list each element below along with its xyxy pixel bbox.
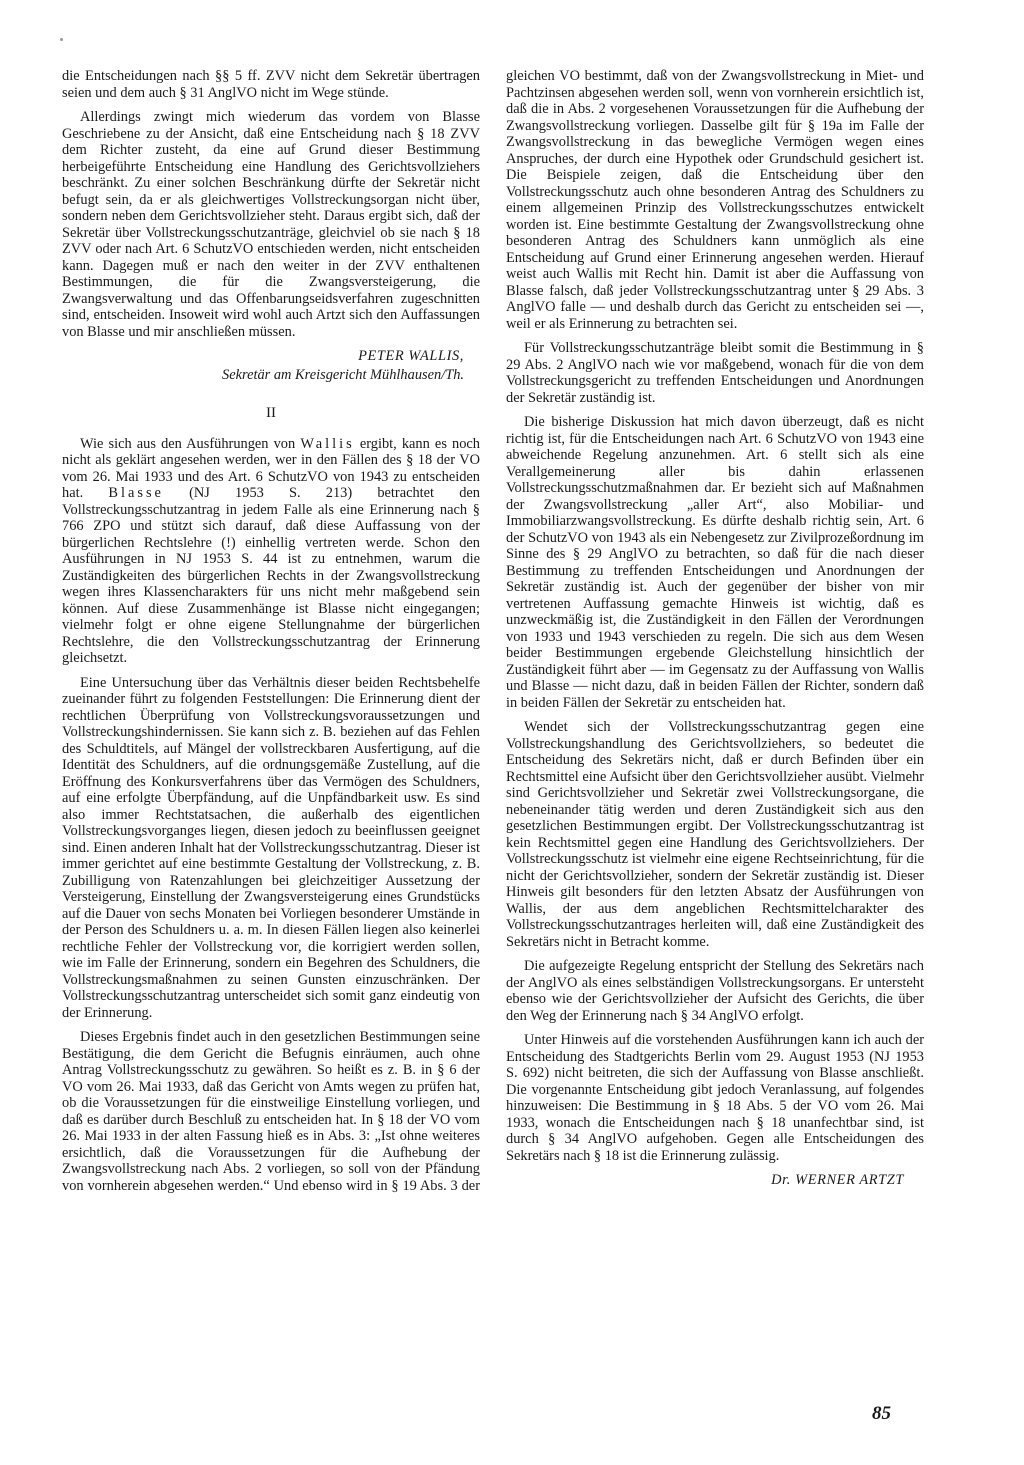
left-column — [62, 68, 480, 1202]
author-name-spaced: Wallis — [300, 435, 355, 452]
paragraph: Unter Hinweis auf die vorstehenden Ausführungen kann ich auch der Entscheidung des Stadtgerichts Berlin vom 29. August 1953 (NJ 1953 S. 692) nicht beitreten, die sich der Auffassung von Blasse anschließt. Die vorgenannte Entscheidung gibt jedoch Veranlassung, auf folgendes hinzuweisen: Die Bestimmung in § 18 Abs. 5 der VO vom 26. Mai 1933, wonach die Entscheidungen nach § 18 unanfechtbar sind, ist durch § 34 AnglVO aufgehoben. Gegen alle Entscheidungen des Sekretärs nach § 18 ist die Erinnerung zulässig. — [506, 1032, 924, 1164]
right-column — [506, 68, 924, 1189]
paragraph: Wie sich aus den Ausführungen von Wallis ergibt, kann es noch nicht als geklärt angesehen werden, wer in den Fällen des § 18 der VO vom 26. Mai 1933 und des Art. 6 SchutzVO von 1943 zu entscheiden hat. Blasse (NJ 1953 S. 213) betrachtet den Vollstreckungsschutzantrag in jedem Falle als eine Erinnerung nach § 766 ZPO und stützt sich darauf, daß diese Auffassung von der bürgerlichen Rechtslehre (!) einhellig vertreten werde. Schon den Ausführungen in NJ 1953 S. 44 ist zu entnehmen, warum die Zuständigkeiten des bürgerlichen Rechts in der Zwangsvollstreckung wegen ihres Klassencharakters für uns nicht mehr maßgebend sein können. Auf diese Zusammenhänge ist Blasse nicht eingegangen; vielmehr folgt er ohne eigene Stellungnahme der bürgerlichen Rechtslehre, die den Vollstreckungsschutzantrag der Erinnerung gleichsetzt. — [62, 435, 481, 666]
signature-title: Sekretär am Kreisgericht Mühlhausen/Th. — [222, 366, 464, 383]
author-signature: Dr. WERNER ARTZT — [771, 1172, 904, 1188]
signature-name: PETER WALLIS, — [358, 348, 464, 364]
paragraph: Eine Untersuchung über das Verhältnis dieser beiden Rechtsbehelfe zueinander führt zu folgenden Feststellungen: Die Erinnerung dient der rechtlichen Überprüfung von Vollstreckungsvoraussetzungen und Vollstreckungshindernissen. Sie kann sich z. B. beziehen auf das Fehlen des Schuldtitels, auf Mängel der vollstreckbaren Ausfertigung, auf die Identität des Schuldners, auf die ordnungsgemäße Zustellung, auf die Eröffnung des Konkursverfahrens über das Vermögen des Schuldners, auf eine erfolgte Überpfändung, auf die Unpfändbarkeit usw. Es sind also immer Rechtstatsachen, die außerhalb des eigentlichen Vollstreckungsvorganges liegen, diesen jedoch zu beeinflussen geeignet sind. Einen anderen Inhalt hat der Vollstreckungsschutzantrag. Dieser ist immer gerichtet auf eine bestimmte Gestaltung der Vollstreckung, z. B. Zubilligung von Ratenzahlungen bei gleichzeitiger Aussetzung der Versteigerung, Einstellung der Zwangsversteigerung eines Grundstücks auf die Dauer von sechs Monaten bei Vorliegen besonderer Umstände in der Person des Schuldners u. a. m. In diesen Fällen liegen also keinerlei rechtliche Fehler der Vollstreckung vor, die korrigiert werden sollen, wie im Falle der Erinnerung, sondern ein Begehren des Schuldners, die Vollstreckungsmaßnahmen zu seinen Gunsten einzuschränken. Der Vollstreckungsschutzantrag unterscheidet sich somit ganz eindeutig von der Erinnerung. — [62, 674, 480, 1021]
paragraph: Allerdings zwingt mich wiederum das vordem von Blasse Geschriebene zu der Ansicht, daß eine Entscheidung nach § 18 ZVV dem Richter zusteht, da eine auf Grund dieser Bestimmung herbeigeführte Entscheidung eine Handlung des Gerichtsvollziehers beschränkt. Zu einer solchen Beschränkung dürfte der Sekretär nicht befugt sein, da er als gleichwertiges Vollstreckungsorgan nicht über, sondern neben dem Gerichtsvollzieher steht. Daraus ergibt sich, daß der Sekretär über Vollstreckungsschutzanträge, gleichviel ob sie nach § 18 ZVV oder nach Art. 6 SchutzVO entschieden werden, nicht entscheiden kann. Dagegen muß er nach den weiter in der ZVV enthaltenen Bestimmungen, die für die Zwangsversteigerung, die Zwangsverwaltung und das Offenbarungseidsverfahren zugeschnitten sind, entscheiden. Insoweit wird wohl auch Artzt sich den Auffassungen von Blasse und mir anschließen müssen. — [62, 109, 480, 340]
paragraph: Dieses Ergebnis findet auch in den gesetzlichen Bestimmungen seine Bestätigung, die dem Gericht die Befugnis einräumen, auch ohne Antrag Vollstreckungsschutz zu gewähren. So heißt es z. B. in § 6 der VO vom 26. Mai 1933, daß das Gericht von Amts wegen zu prüfen hat, ob die Voraussetzungen für die einstweilige Einstellung vorliegen, und daß es darüber durch Beschluß zu entscheiden hat. In § 18 der VO vom 26. Mai 1933 in der alten Fassung hieß es in Abs. 3: „Ist ohne weiteres ersichtlich, daß die Voraussetzungen für die Aufhebung der Zwangsvollstreckung nach Abs. 2 vorliegen, so soll von der Pfändung von vornherein abgesehen werden.“ Und ebenso wird in § 19 Abs. 3 der — [62, 1029, 480, 1194]
paragraph: die Entscheidungen nach §§ 5 ff. ZVV nicht dem Sekretär übertragen seien und dem auch § 31 AnglVO nicht im Wege stünde. — [62, 68, 480, 101]
scan-speck — [60, 38, 63, 41]
paragraph: Die bisherige Diskussion hat mich davon überzeugt, daß es nicht richtig ist, für die Entscheidungen nach Art. 6 SchutzVO von 1943 eine abweichende Regelung anzunehmen. Art. 6 stellt sich als eine Verallgemeinerung aller bis dahin erlassenen Vollstreckungsschutzmaßnahmen dar. Er bezieht sich auf Maßnahmen der Zwangsvollstreckung „aller Art“, also Mobiliar- und Immobiliarzwangsvollstreckung. Es dürfte deshalb richtig sein, Art. 6 der SchutzVO von 1943 als ein Nebengesetz zur Zivilprozeßordnung im Sinne des § 29 AnglVO zu betrachten, so daß für die nach dieser Bestimmung zu treffenden Entscheidungen und Anordnungen der Sekretär zuständig ist. Auch der gegenüber der bisher von mir vertretenen Auffassung gemachte Hinweis ist wichtig, daß es unzweckmäßig ist, die Zuständigkeit in den Fällen der Verordnungen von 1933 und 1943 verschieden zu regeln. Die sich aus dem Wesen beider Bestimmungen ergebende Gleichstellung hinsichtlich der Zuständigkeit führt aber — im Gegensatz zu der Auffassung von Wallis und Blasse — nicht dazu, daß in beiden Fällen der Richter, sondern daß in beiden Fällen der Sekretär zu entscheiden hat. — [506, 414, 924, 711]
paragraph: Wendet sich der Vollstreckungsschutzantrag gegen eine Vollstreckungshandlung des Gerichtsvollziehers, so bedeutet die Entscheidung des Sekretärs nicht, daß er durch Befinden über ein Rechtsmittel eine Aufsicht über den Gerichtsvollzieher ausübt. Vielmehr sind Gerichtsvollzieher und Sekretär zwei Vollstreckungsorgane, die nebeneinander tätig werden und deren Zuständigkeit sich aus den gesetzlichen Bestimmungen ergibt. Der Vollstreckungsschutzantrag ist kein Rechtsmittel gegen eine Handlung des Gerichtsvollziehers. Der Vollstreckungsschutz ist vielmehr eine eigene Rechtseinrichtung, für die nicht der Gerichtsvollzieher, sondern der Sekretär zuständig ist. Dieser Hinweis gilt besonders für den letzten Absatz der Ausführungen von Wallis, der aus dem angeblichen Rechtsmittelcharakter des Vollstreckungsschutzantrages herleiten will, daß eine Zuständigkeit des Sekretärs nicht in Betracht komme. — [506, 719, 924, 950]
paragraph: Die aufgezeigte Regelung entspricht der Stellung des Sekretärs nach der AnglVO als eines selbständigen Vollstreckungsorgans. Er untersteht ebenso wie der Gerichtsvollzieher der Aufsicht des Gerichts, die über den Weg der Erinnerung nach § 34 AnglVO erfolgt. — [506, 958, 924, 1024]
section-number: II — [266, 405, 276, 421]
paragraph: gleichen VO bestimmt, daß von der Zwangsvollstreckung in Miet- und Pachtzinsen abgesehen werden soll, wenn von vornherein ersichtlich ist, daß die in Abs. 2 vorgesehenen Voraussetzungen für die Aufhebung der Zwangsvollstreckung vorliegen. Dasselbe gilt für § 19a im Falle der Zwangsvollstreckung in das bewegliche Vermögen wegen eines Anspruches, der durch eine Hypothek oder Grundschuld gesichert ist. Die Beispiele zeigen, daß die Entscheidung über den Vollstreckungsschutz auch ohne besonderen Antrag des Schuldners zu einem allgemeinen Prinzip des Vollstreckungsschutzes entwickelt worden ist. Eine bestimmte Gestaltung der Zwangsvollstreckung ohne besonderen Antrag des Schuldners kann unmöglich als eine Entscheidung auf Grund einer Erinnerung angesehen werden. Hierauf weist auch Wallis mit Recht hin. Damit ist aber die Auffassung von Blasse falsch, daß jeder Vollstreckungsschutzantrag unter § 29 Abs. 3 AnglVO falle — und deshalb durch das Gericht zu entscheiden sei —, weil er als Erinnerung zu betrachten sei. — [506, 68, 924, 332]
author-name-spaced: Blasse — [108, 485, 164, 501]
page-number: 85 — [872, 1403, 891, 1424]
paragraph: Für Vollstreckungsschutzanträge bleibt somit die Bestimmung in § 29 Abs. 2 AnglVO nach wie vor maßgebend, wonach für die von dem Vollstreckungsgericht zu treffenden Entscheidungen und Anordnungen der Sekretär zuständig ist. — [506, 340, 924, 406]
author-signature-line — [506, 1172, 924, 1189]
